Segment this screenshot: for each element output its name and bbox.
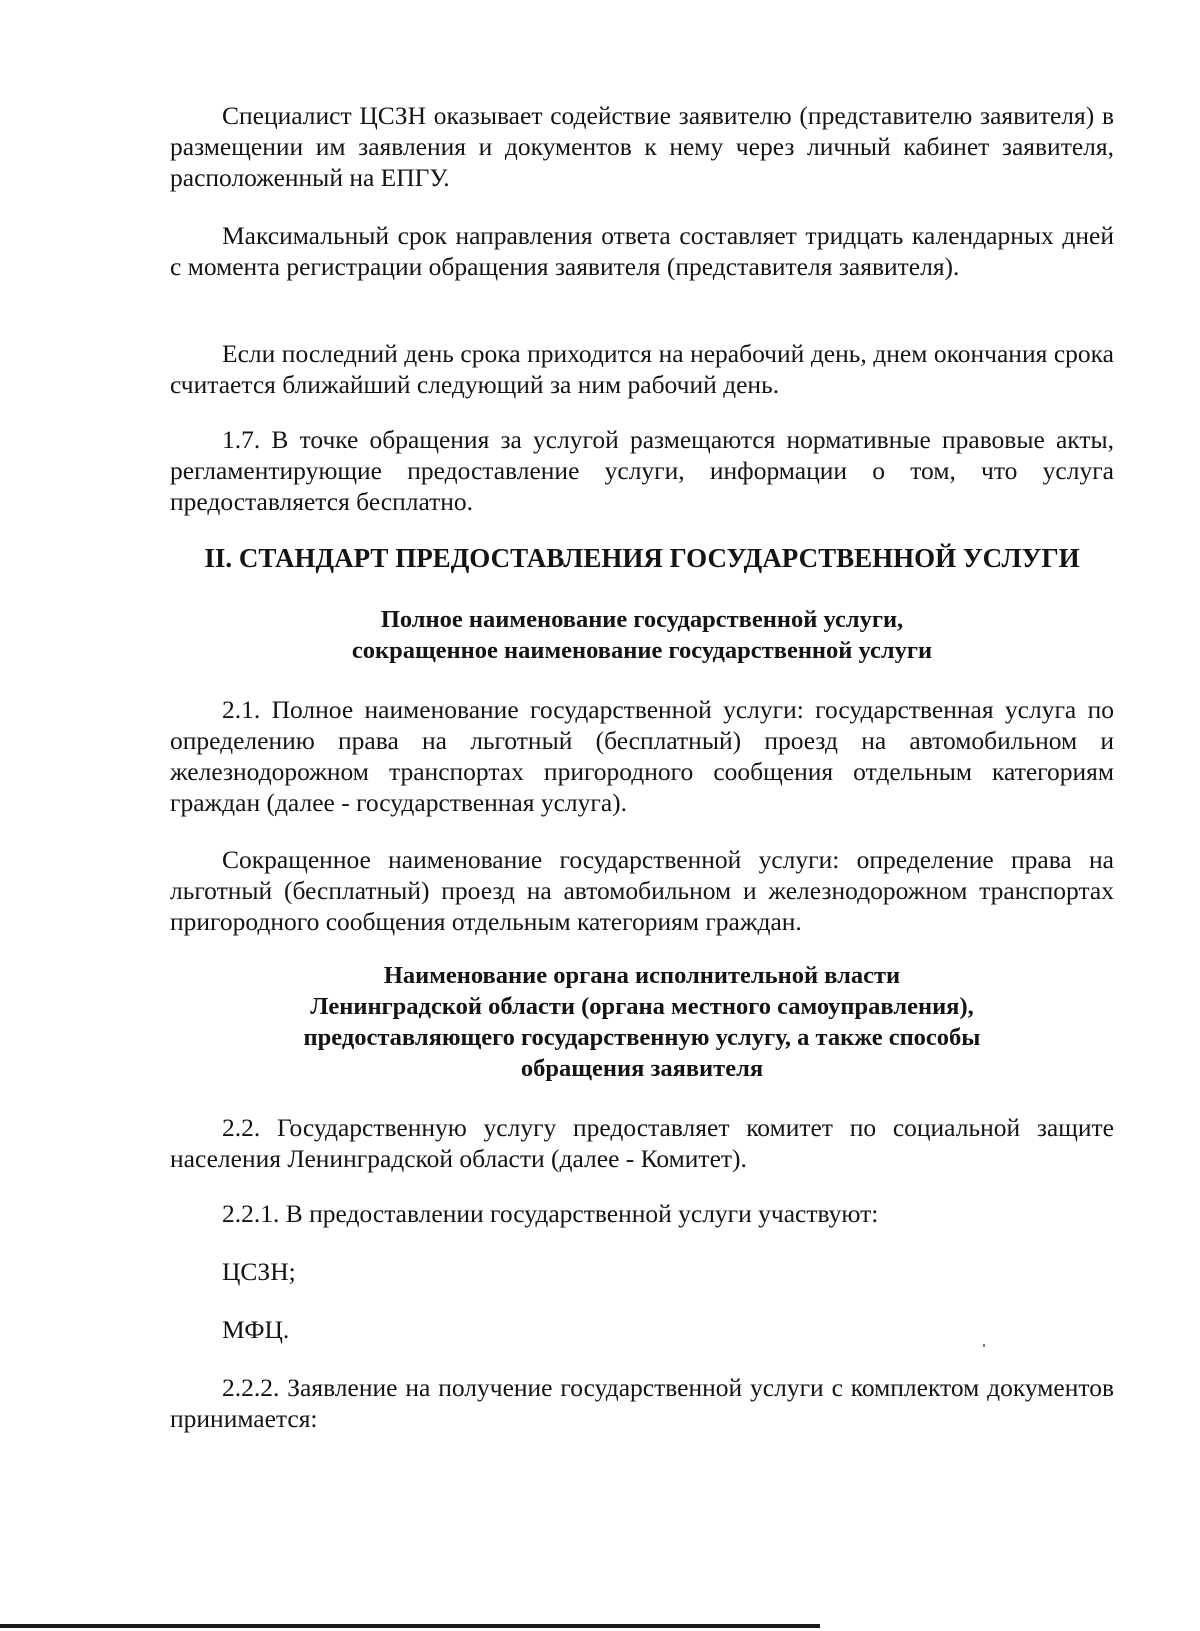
list-item-cszn: ЦСЗН; (222, 1257, 296, 1286)
paragraph-2-2-2: 2.2.2. Заявление на получение государственной услуги с комплектом документов принимается: (170, 1373, 1114, 1433)
subheading-authority-line-4: обращения заявителя (520, 1055, 764, 1082)
subheading-authority-line-2: Ленинградской области (органа местного самоуправления), (310, 993, 974, 1020)
subheading-authority-line-3: предоставляющего государственную услугу, а также способы (303, 1024, 981, 1051)
paragraph-2-2: 2.2. Государственную услугу предоставляет комитет по социальной защите населения Ленинградской области (далее - Комитет). (170, 1113, 1114, 1173)
subheading-authority-line-1: Наименование органа исполнительной власти (383, 962, 901, 989)
scan-speck (983, 1344, 985, 1347)
paragraph-2-1: 2.1. Полное наименование государственной услуги: государственная услуга по определению права на льготный (бесплатный) проезд на автомобильном и железнодорожном транспортах пригородного сообщения отдельным категориям граждан (далее - государственная услуга). (170, 695, 1114, 817)
scan-bottom-edge (0, 1624, 820, 1628)
paragraph-short-name: Сокращенное наименование государственной услуги: определение права на льготный (бесплатный) проезд на автомобильном и железнодорожном транспортах пригородного сообщения отдельным категориям граждан. (170, 845, 1114, 936)
list-item-mfc: МФЦ. (222, 1315, 290, 1344)
subheading-service-name-line-1: Полное наименование государственной услуги, (380, 606, 904, 633)
paragraph-last-day-rule: Если последний день срока приходится на нерабочий день, днем окончания срока считается ближайший следующий за ним рабочий день. (170, 339, 1114, 399)
subheading-authority (170, 960, 1114, 1084)
subheading-service-name (170, 604, 1114, 666)
paragraph-1-7: 1.7. В точке обращения за услугой размещаются нормативные правовые акты, регламентирующие предоставление услуги, информации о том, что услуга предоставляется бесплатно. (170, 425, 1114, 516)
section-title: II. СТАНДАРТ ПРЕДОСТАВЛЕНИЯ ГОСУДАРСТВЕННОЙ УСЛУГИ (204, 543, 1080, 573)
subheading-service-name-line-2: сокращенное наименование государственной услуги (351, 637, 933, 664)
paragraph-specialist-assistance: Специалист ЦСЗН оказывает содействие заявителю (представителю заявителя) в размещении им заявления и документов к нему через личный кабинет заявителя, расположенный на ЕПГУ. (170, 101, 1114, 192)
paragraph-2-2-1: 2.2.1. В предоставлении государственной услуги участвуют: (222, 1199, 879, 1228)
paragraph-max-response-term: Максимальный срок направления ответа составляет тридцать календарных дней с момента регистрации обращения заявителя (представителя заявителя). (170, 221, 1114, 281)
